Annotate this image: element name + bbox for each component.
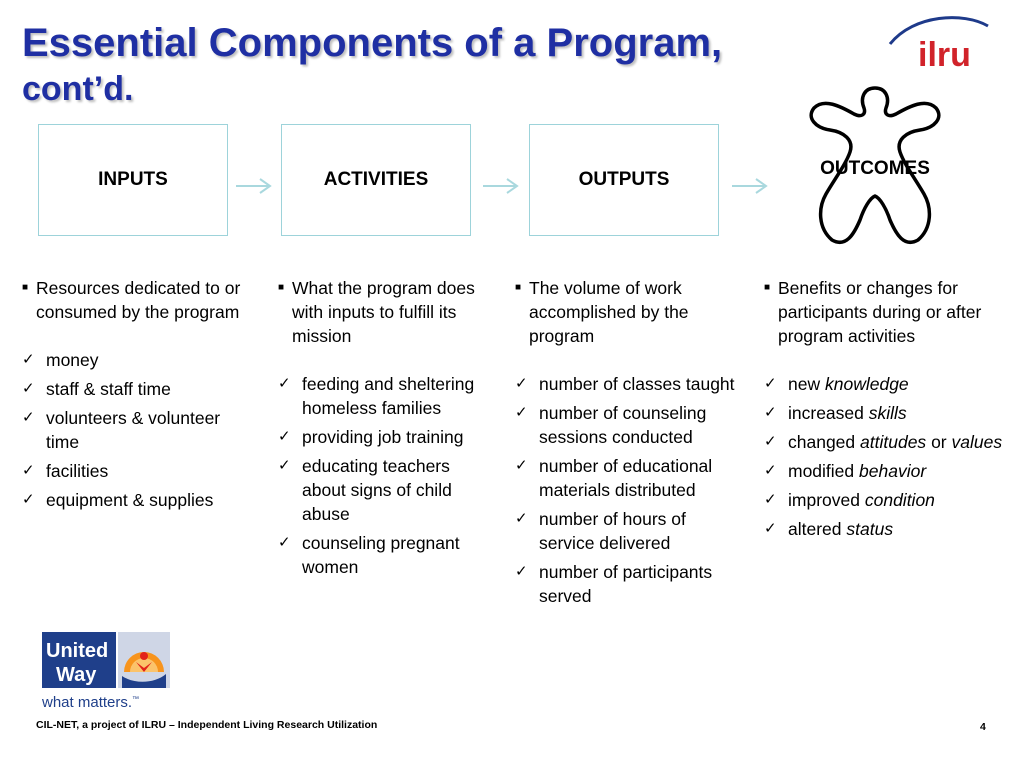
outputs-description: ■ The volume of work accomplished by the program (515, 278, 689, 346)
list-item: ✓ altered status (764, 519, 894, 539)
arrow-icon (730, 176, 770, 196)
checkmark-icon: ✓ (515, 404, 528, 421)
slide-title (22, 18, 842, 110)
checkmark-icon: ✓ (515, 375, 528, 392)
list-item: ✓ providing job training (278, 427, 464, 447)
list-item: ✓ number of participants served (515, 562, 713, 606)
outcomes-column (764, 276, 1004, 546)
checkmark-icon: ✓ (764, 433, 777, 450)
inputs-description: ■ Resources dedicated to or consumed by the program (22, 278, 241, 322)
united-way-tagline: what matters.™ (42, 694, 140, 711)
checkmark-icon: ✓ (278, 375, 291, 392)
list-item: ✓ number of counseling sessions conducted (515, 403, 707, 447)
svg-text:United: United (46, 640, 109, 662)
list-item: ✓ number of classes taught (515, 374, 735, 394)
arrow-icon (481, 176, 521, 196)
checkmark-icon: ✓ (764, 462, 777, 479)
checkmark-icon: ✓ (22, 351, 35, 368)
list-item: ✓ changed attitudes or values (764, 432, 1003, 452)
checkmark-icon: ✓ (22, 462, 35, 479)
inputs-column (22, 276, 254, 517)
checkmark-icon: ✓ (278, 534, 291, 551)
checkmark-icon: ✓ (278, 428, 291, 445)
checkmark-icon: ✓ (515, 563, 528, 580)
outcomes-description: ■ Benefits or changes for participants during or after program activities (764, 278, 982, 346)
list-item: ✓ counseling pregnant women (278, 533, 460, 577)
outputs-label: OUTPUTS (578, 169, 670, 190)
activities-column (278, 276, 498, 584)
outcomes-label: OUTCOMES (820, 158, 930, 179)
checkmark-icon: ✓ (22, 491, 35, 508)
inputs-box (38, 124, 228, 236)
list-item: ✓ number of educational materials distributed (515, 456, 713, 500)
checkmark-icon: ✓ (22, 409, 35, 426)
checkmark-icon: ✓ (764, 520, 777, 537)
list-item: ✓ equipment & supplies (22, 490, 214, 510)
checkmark-icon: ✓ (278, 457, 291, 474)
ilru-logo (884, 14, 994, 74)
list-item: ✓ staff & staff time (22, 379, 171, 399)
square-bullet-icon: ■ (278, 282, 285, 293)
list-item: ✓ number of hours of service delivered (515, 509, 686, 553)
list-item: ✓ facilities (22, 461, 109, 481)
list-item: ✓ new knowledge (764, 374, 909, 394)
activities-label: ACTIVITIES (323, 169, 429, 190)
activities-list (278, 372, 498, 579)
title-line-2: cont’d. (22, 70, 134, 108)
square-bullet-icon: ■ (22, 282, 29, 293)
title-line-1: Essential Components of a Program, (22, 21, 723, 65)
checkmark-icon: ✓ (764, 375, 777, 392)
checkmark-icon: ✓ (515, 457, 528, 474)
svg-text:Way: Way (56, 664, 97, 686)
ilru-logo-text: ilru (918, 36, 971, 74)
outputs-column (515, 276, 745, 613)
checkmark-icon: ✓ (764, 404, 777, 421)
list-item: ✓ modified behavior (764, 461, 927, 481)
outputs-box (529, 124, 719, 236)
arrow-icon (234, 176, 274, 196)
list-item: ✓ increased skills (764, 403, 907, 423)
outputs-list (515, 372, 745, 608)
page-number: 4 (980, 721, 986, 733)
footer-text: CIL-NET, a project of ILRU – Independent Living Research Utilization (36, 719, 378, 731)
united-way-logo (42, 632, 170, 688)
square-bullet-icon: ■ (764, 282, 771, 293)
checkmark-icon: ✓ (764, 491, 777, 508)
list-item: ✓ volunteers & volunteer time (22, 408, 221, 452)
inputs-label: INPUTS (98, 169, 168, 190)
activities-description: ■ What the program does with inputs to fulfill its mission (278, 278, 475, 346)
list-item: ✓ money (22, 350, 99, 370)
checkmark-icon: ✓ (515, 510, 528, 527)
checkmark-icon: ✓ (22, 380, 35, 397)
outcomes-list (764, 372, 1004, 541)
activities-box (281, 124, 471, 236)
square-bullet-icon: ■ (515, 282, 522, 293)
list-item: ✓ educating teachers about signs of child abuse (278, 456, 452, 524)
list-item: ✓ feeding and sheltering homeless families (278, 374, 475, 418)
list-item: ✓ improved condition (764, 490, 935, 510)
inputs-list (22, 348, 254, 512)
